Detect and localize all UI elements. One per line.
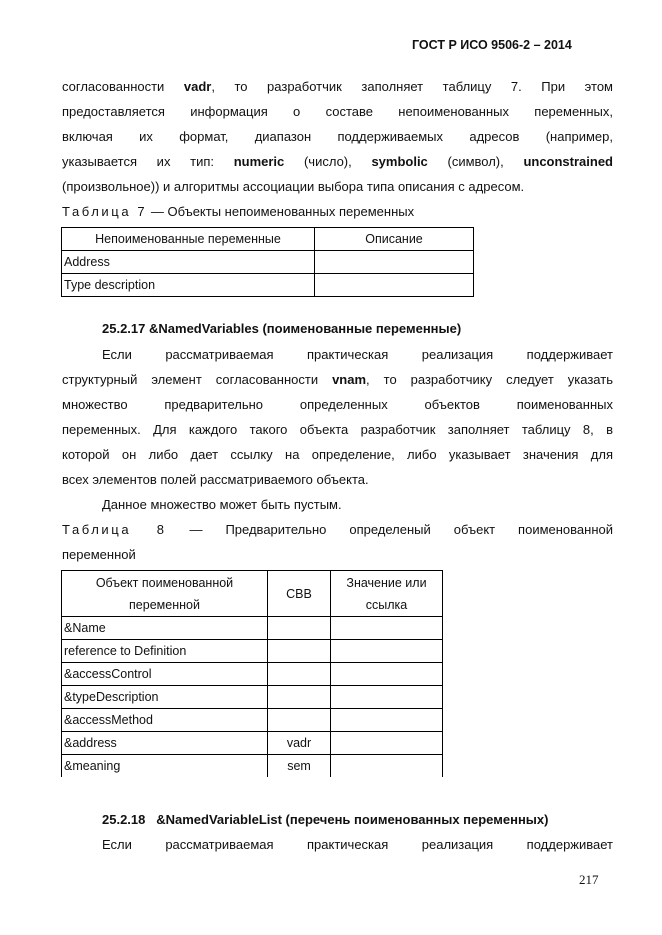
section-heading-25-2-17	[102, 321, 461, 336]
table-header-row	[62, 571, 443, 617]
table-cell: &meaning	[62, 755, 268, 778]
table-header-cell: Описание	[315, 228, 474, 251]
table7-label: Таблица 7	[62, 204, 148, 219]
table8-label: Таблица 8	[62, 522, 167, 537]
section-title: &NamedVariables (поименованные переменные)	[149, 321, 462, 336]
table-cell: reference to Definition	[62, 640, 268, 663]
paragraph-line: всех элементов полей рассматриваемого объекта.	[62, 472, 369, 487]
paragraph-line: включая их формат, диапазон поддерживаемых адресов (например,	[62, 129, 613, 144]
section-number: 25.2.18	[102, 812, 146, 827]
table-row	[62, 686, 443, 709]
paragraph-line: переменных. Для каждого такого объекта разработчик заполняет таблицу 8, в	[62, 422, 613, 437]
table-cell: &accessControl	[62, 663, 268, 686]
paragraph-line: Данное множество может быть пустым.	[102, 497, 342, 512]
table-row	[62, 755, 443, 778]
table-cell: &accessMethod	[62, 709, 268, 732]
paragraph-line: (произвольное)) и алгоритмы ассоциации выбора типа описания с адресом.	[62, 179, 525, 194]
table-cell	[315, 274, 474, 297]
paragraph-line: структурный элемент согласованности vnam, то разработчику следует указать	[62, 372, 613, 387]
table8	[61, 570, 443, 777]
table-header-cell: Значение или ссылка	[331, 571, 443, 617]
caption-line	[62, 517, 613, 542]
table-cell	[331, 686, 443, 709]
table-cell	[315, 251, 474, 274]
paragraph-line: предоставляется информация о составе непоименованных переменных,	[62, 104, 613, 119]
table-cell	[268, 709, 331, 732]
table-cell	[331, 617, 443, 640]
table-cell	[268, 686, 331, 709]
table-header-row	[62, 228, 474, 251]
table7	[61, 227, 474, 297]
paragraph-line: множество предварительно определенных объектов поименованных	[62, 397, 613, 412]
table7-title: Объекты непоименованных переменных	[167, 204, 415, 219]
section-25-2-18-body	[62, 832, 613, 857]
paragraph-line: Если рассматриваемая практическая реализация поддерживает	[102, 347, 613, 362]
table-cell	[331, 755, 443, 778]
caption-line: переменной	[62, 547, 136, 562]
table-cell: &address	[62, 732, 268, 755]
intro-paragraph	[62, 74, 613, 199]
table-cell	[268, 640, 331, 663]
page-number: 217	[579, 872, 599, 887]
section-25-2-17-body	[62, 342, 613, 517]
table-cell	[268, 617, 331, 640]
caption-dash: —	[189, 522, 203, 537]
paragraph-line: которой он либо дает ссылку на определение, либо указывает значения для	[62, 447, 613, 462]
paragraph-line: согласованности vadr, то разработчик заполняет таблицу 7. При этом	[62, 79, 613, 94]
table-cell	[331, 663, 443, 686]
table-cell	[331, 640, 443, 663]
table-row	[62, 274, 474, 297]
table-header-cell: СВВ	[268, 571, 331, 617]
table-cell: &typeDescription	[62, 686, 268, 709]
table-cell: vadr	[268, 732, 331, 755]
paragraph-line: Если рассматриваемая практическая реализация поддерживает	[102, 837, 613, 852]
table-cell: Type description	[62, 274, 315, 297]
table-row	[62, 732, 443, 755]
table-cell	[331, 732, 443, 755]
table8-title: Предварительно определеный объект поименованной	[225, 522, 613, 537]
table8-caption	[62, 517, 613, 567]
table-cell: Address	[62, 251, 315, 274]
paragraph-line: указывается их тип: numeric (число), symbolic (символ), unconstrained	[62, 154, 614, 169]
table7-caption	[62, 204, 414, 219]
table-row	[62, 640, 443, 663]
table-header-cell: Непоименованные переменные	[62, 228, 315, 251]
table-header-cell: Объект поименованной переменной	[62, 571, 268, 617]
table-cell	[331, 709, 443, 732]
table-row	[62, 709, 443, 732]
table-row	[62, 251, 474, 274]
section-heading-25-2-18	[102, 812, 548, 827]
table-cell	[268, 663, 331, 686]
document-header: ГОСТ Р ИСО 9506-2 – 2014	[412, 38, 572, 52]
section-title: &NamedVariableList (перечень поименованных переменных)	[156, 812, 549, 827]
table-row	[62, 663, 443, 686]
table-cell: &Name	[62, 617, 268, 640]
caption-dash: —	[147, 204, 168, 219]
section-number: 25.2.17	[102, 321, 146, 336]
table-cell: sem	[268, 755, 331, 778]
table-row	[62, 617, 443, 640]
